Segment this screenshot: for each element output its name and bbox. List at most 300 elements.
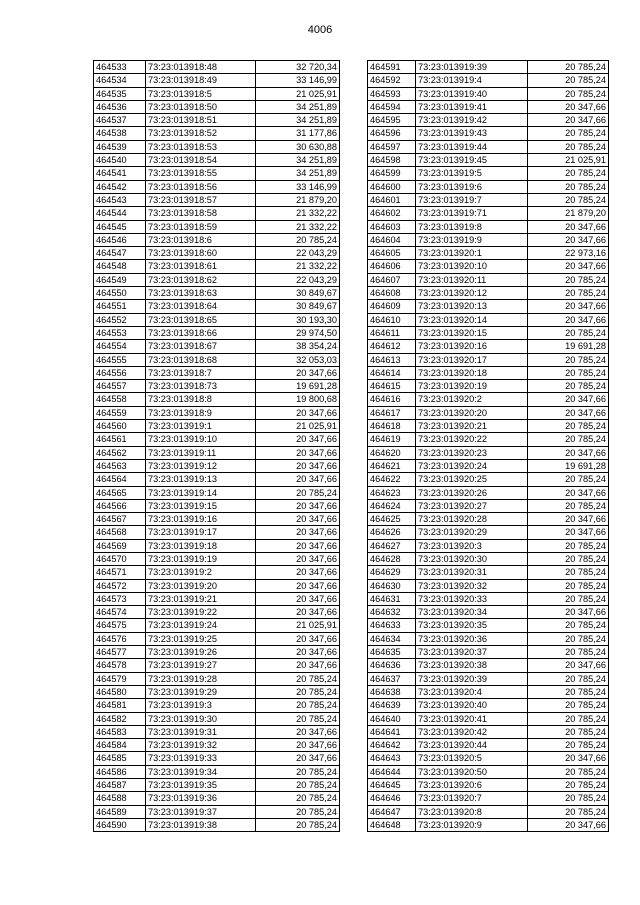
table-row: [368, 326, 609, 339]
table-row: [94, 353, 340, 366]
row-number-cell: 464538: [94, 127, 146, 140]
value-cell: 20 347,66: [256, 566, 340, 579]
table-row: [94, 74, 340, 87]
table-row: [368, 207, 609, 220]
row-number-cell: 464585: [94, 752, 146, 765]
value-cell: 33 146,99: [256, 74, 340, 87]
table-row: [94, 632, 340, 645]
row-number-cell: 464564: [94, 473, 146, 486]
row-number-cell: 464573: [94, 592, 146, 605]
row-number-cell: 464535: [94, 87, 146, 100]
cadastral-number-cell: 73:23:013918:55: [146, 167, 256, 180]
table-row: [368, 380, 609, 393]
value-cell: 20 347,66: [528, 313, 609, 326]
row-number-cell: 464609: [368, 300, 416, 313]
value-cell: 22 043,29: [256, 247, 340, 260]
value-cell: 20 785,24: [528, 539, 609, 552]
table-row: [368, 552, 609, 565]
table-row: [94, 140, 340, 153]
table-row: [94, 486, 340, 499]
row-number-cell: 464648: [368, 818, 416, 831]
row-number-cell: 464603: [368, 220, 416, 233]
table-row: [94, 220, 340, 233]
row-number-cell: 464612: [368, 340, 416, 353]
value-cell: 20 785,24: [528, 712, 609, 725]
row-number-cell: 464581: [94, 699, 146, 712]
value-cell: 20 347,66: [528, 659, 609, 672]
row-number-cell: 464641: [368, 725, 416, 738]
row-number-cell: 464619: [368, 433, 416, 446]
cadastral-number-cell: 73:23:013920:5: [416, 752, 528, 765]
row-number-cell: 464591: [368, 61, 416, 74]
table-row: [94, 499, 340, 512]
value-cell: 21 025,91: [256, 619, 340, 632]
value-cell: 20 347,66: [256, 539, 340, 552]
value-cell: 20 347,66: [256, 606, 340, 619]
table-row: [368, 579, 609, 592]
cadastral-number-cell: 73:23:013919:41: [416, 100, 528, 113]
cadastral-number-cell: 73:23:013919:39: [416, 61, 528, 74]
value-cell: 20 785,24: [528, 699, 609, 712]
row-number-cell: 464621: [368, 459, 416, 472]
cadastral-number-cell: 73:23:013920:28: [416, 513, 528, 526]
value-cell: 19 691,28: [528, 459, 609, 472]
cadastral-number-cell: 73:23:013919:14: [146, 486, 256, 499]
value-cell: 20 347,66: [256, 592, 340, 605]
table-row: [94, 739, 340, 752]
table-row: [368, 114, 609, 127]
table-row: [368, 366, 609, 379]
table-row: [368, 765, 609, 778]
value-cell: 30 630,88: [256, 140, 340, 153]
value-cell: 34 251,89: [256, 100, 340, 113]
table-row: [368, 459, 609, 472]
table-row: [94, 712, 340, 725]
table-row: [94, 287, 340, 300]
cadastral-number-cell: 73:23:013920:7: [416, 792, 528, 805]
cadastral-number-cell: 73:23:013920:32: [416, 579, 528, 592]
table-row: [368, 685, 609, 698]
page-number: 4006: [307, 24, 333, 36]
table-row: [94, 87, 340, 100]
value-cell: 20 785,24: [528, 193, 609, 206]
value-cell: 20 347,66: [256, 659, 340, 672]
row-number-cell: 464561: [94, 433, 146, 446]
table-row: [368, 340, 609, 353]
row-number-cell: 464574: [94, 606, 146, 619]
value-cell: 20 347,66: [528, 114, 609, 127]
value-cell: 29 974,50: [256, 326, 340, 339]
table-row: [94, 619, 340, 632]
table-row: [368, 406, 609, 419]
table-row: [94, 300, 340, 313]
row-number-cell: 464618: [368, 420, 416, 433]
cadastral-number-cell: 73:23:013919:21: [146, 592, 256, 605]
row-number-cell: 464613: [368, 353, 416, 366]
table-row: [368, 725, 609, 738]
cadastral-number-cell: 73:23:013918:7: [146, 366, 256, 379]
value-cell: 30 193,30: [256, 313, 340, 326]
row-number-cell: 464549: [94, 273, 146, 286]
row-number-cell: 464586: [94, 765, 146, 778]
table-row: [368, 300, 609, 313]
value-cell: 20 785,24: [256, 486, 340, 499]
cadastral-number-cell: 73:23:013920:16: [416, 340, 528, 353]
row-number-cell: 464540: [94, 154, 146, 167]
table-row: [94, 380, 340, 393]
value-cell: 21 025,91: [256, 87, 340, 100]
row-number-cell: 464556: [94, 366, 146, 379]
row-number-cell: 464553: [94, 326, 146, 339]
table-row: [94, 127, 340, 140]
cadastral-number-cell: 73:23:013919:32: [146, 739, 256, 752]
cadastral-number-cell: 73:23:013919:34: [146, 765, 256, 778]
table-row: [94, 433, 340, 446]
value-cell: 20 347,66: [528, 606, 609, 619]
row-number-cell: 464541: [94, 167, 146, 180]
value-cell: 20 347,66: [528, 818, 609, 831]
value-cell: 20 785,24: [528, 552, 609, 565]
row-number-cell: 464580: [94, 685, 146, 698]
cadastral-number-cell: 73:23:013919:44: [416, 140, 528, 153]
table-row: [368, 659, 609, 672]
row-number-cell: 464629: [368, 566, 416, 579]
cadastral-number-cell: 73:23:013919:16: [146, 513, 256, 526]
table-row: [94, 659, 340, 672]
value-cell: 34 251,89: [256, 167, 340, 180]
row-number-cell: 464615: [368, 380, 416, 393]
cadastral-number-cell: 73:23:013919:27: [146, 659, 256, 672]
cadastral-number-cell: 73:23:013920:9: [416, 818, 528, 831]
cadastral-number-cell: 73:23:013920:22: [416, 433, 528, 446]
table-row: [368, 353, 609, 366]
table-row: [368, 632, 609, 645]
row-number-cell: 464548: [94, 260, 146, 273]
value-cell: 20 347,66: [528, 233, 609, 246]
row-number-cell: 464593: [368, 87, 416, 100]
row-number-cell: 464616: [368, 393, 416, 406]
value-cell: 33 146,99: [256, 180, 340, 193]
table-row: [94, 459, 340, 472]
value-cell: 21 879,20: [256, 193, 340, 206]
value-cell: 20 347,66: [528, 486, 609, 499]
cadastral-number-cell: 73:23:013920:29: [416, 526, 528, 539]
row-number-cell: 464558: [94, 393, 146, 406]
table-row: [368, 74, 609, 87]
cadastral-number-cell: 73:23:013920:4: [416, 685, 528, 698]
row-number-cell: 464606: [368, 260, 416, 273]
cadastral-number-cell: 73:23:013920:18: [416, 366, 528, 379]
value-cell: 20 785,24: [528, 353, 609, 366]
cadastral-number-cell: 73:23:013918:53: [146, 140, 256, 153]
row-number-cell: 464624: [368, 499, 416, 512]
value-cell: 20 785,24: [528, 433, 609, 446]
table-row: [368, 499, 609, 512]
table-row: [94, 752, 340, 765]
value-cell: 20 785,24: [528, 127, 609, 140]
row-number-cell: 464594: [368, 100, 416, 113]
cadastral-number-cell: 73:23:013918:59: [146, 220, 256, 233]
value-cell: 20 347,66: [256, 526, 340, 539]
value-cell: 20 785,24: [528, 87, 609, 100]
cadastral-number-cell: 73:23:013920:38: [416, 659, 528, 672]
cadastral-number-cell: 73:23:013919:2: [146, 566, 256, 579]
row-number-cell: 464578: [94, 659, 146, 672]
table-row: [94, 646, 340, 659]
table-row: [94, 260, 340, 273]
row-number-cell: 464588: [94, 792, 146, 805]
cadastral-number-cell: 73:23:013918:56: [146, 180, 256, 193]
cadastral-number-cell: 73:23:013920:26: [416, 486, 528, 499]
value-cell: 20 785,24: [528, 61, 609, 74]
value-cell: 19 691,28: [256, 380, 340, 393]
value-cell: 20 785,24: [256, 792, 340, 805]
cadastral-number-cell: 73:23:013920:42: [416, 725, 528, 738]
table-row: [368, 127, 609, 140]
value-cell: 20 785,24: [256, 685, 340, 698]
row-number-cell: 464645: [368, 779, 416, 792]
value-cell: 20 785,24: [528, 180, 609, 193]
value-cell: 20 785,24: [528, 792, 609, 805]
value-cell: 20 785,24: [528, 685, 609, 698]
value-cell: 31 177,86: [256, 127, 340, 140]
table-row: [94, 366, 340, 379]
cadastral-number-cell: 73:23:013920:12: [416, 287, 528, 300]
row-number-cell: 464568: [94, 526, 146, 539]
table-row: [94, 420, 340, 433]
row-number-cell: 464552: [94, 313, 146, 326]
cadastral-number-cell: 73:23:013920:37: [416, 646, 528, 659]
cadastral-number-cell: 73:23:013920:31: [416, 566, 528, 579]
table-row: [94, 725, 340, 738]
table-row: [94, 273, 340, 286]
value-cell: 20 785,24: [528, 273, 609, 286]
value-cell: 34 251,89: [256, 154, 340, 167]
table-row: [368, 513, 609, 526]
table-row: [368, 619, 609, 632]
row-number-cell: 464626: [368, 526, 416, 539]
cadastral-number-cell: 73:23:013920:13: [416, 300, 528, 313]
row-number-cell: 464647: [368, 805, 416, 818]
value-cell: 20 347,66: [528, 406, 609, 419]
value-cell: 20 785,24: [528, 326, 609, 339]
row-number-cell: 464542: [94, 180, 146, 193]
cadastral-number-cell: 73:23:013918:64: [146, 300, 256, 313]
table-row: [368, 566, 609, 579]
cadastral-number-cell: 73:23:013918:48: [146, 61, 256, 74]
row-number-cell: 464550: [94, 287, 146, 300]
table-row: [94, 406, 340, 419]
table-row: [368, 739, 609, 752]
row-number-cell: 464570: [94, 552, 146, 565]
cadastral-number-cell: 73:23:013920:23: [416, 446, 528, 459]
table-row: [368, 100, 609, 113]
cadastral-number-cell: 73:23:013919:25: [146, 632, 256, 645]
value-cell: 20 347,66: [256, 406, 340, 419]
table-row: [94, 326, 340, 339]
table-row: [94, 167, 340, 180]
value-cell: 20 785,24: [528, 779, 609, 792]
row-number-cell: 464596: [368, 127, 416, 140]
value-cell: 20 347,66: [256, 433, 340, 446]
cadastral-number-cell: 73:23:013920:20: [416, 406, 528, 419]
table-row: [368, 752, 609, 765]
row-number-cell: 464631: [368, 592, 416, 605]
table-row: [94, 100, 340, 113]
cadastral-number-cell: 73:23:013919:10: [146, 433, 256, 446]
table-row: [368, 140, 609, 153]
table-row: [368, 792, 609, 805]
cadastral-number-cell: 73:23:013918:51: [146, 114, 256, 127]
table-row: [368, 473, 609, 486]
cadastral-number-cell: 73:23:013919:8: [416, 220, 528, 233]
value-cell: 20 785,24: [256, 818, 340, 831]
cadastral-number-cell: 73:23:013919:6: [416, 180, 528, 193]
cadastral-number-cell: 73:23:013918:73: [146, 380, 256, 393]
table-row: [94, 207, 340, 220]
value-cell: 20 347,66: [256, 725, 340, 738]
row-number-cell: 464565: [94, 486, 146, 499]
value-cell: 20 785,24: [528, 473, 609, 486]
row-number-cell: 464587: [94, 779, 146, 792]
cadastral-number-cell: 73:23:013919:37: [146, 805, 256, 818]
cadastral-number-cell: 73:23:013919:45: [416, 154, 528, 167]
row-number-cell: 464533: [94, 61, 146, 74]
value-cell: 20 347,66: [256, 739, 340, 752]
row-number-cell: 464546: [94, 233, 146, 246]
cadastral-number-cell: 73:23:013918:49: [146, 74, 256, 87]
value-cell: 19 691,28: [528, 340, 609, 353]
value-cell: 32 053,03: [256, 353, 340, 366]
row-number-cell: 464554: [94, 340, 146, 353]
cadastral-number-cell: 73:23:013920:24: [416, 459, 528, 472]
value-cell: 20 785,24: [528, 739, 609, 752]
table-row: [368, 672, 609, 685]
table-row: [94, 592, 340, 605]
cadastral-number-cell: 73:23:013920:15: [416, 326, 528, 339]
value-cell: 20 785,24: [528, 566, 609, 579]
cadastral-number-cell: 73:23:013920:11: [416, 273, 528, 286]
value-cell: 20 785,24: [256, 779, 340, 792]
cadastral-number-cell: 73:23:013920:8: [416, 805, 528, 818]
cadastral-number-cell: 73:23:013918:68: [146, 353, 256, 366]
cadastral-number-cell: 73:23:013919:33: [146, 752, 256, 765]
row-number-cell: 464597: [368, 140, 416, 153]
table-row: [368, 539, 609, 552]
row-number-cell: 464599: [368, 167, 416, 180]
table-row: [368, 180, 609, 193]
cadastral-number-cell: 73:23:013920:33: [416, 592, 528, 605]
cadastral-number-cell: 73:23:013919:12: [146, 459, 256, 472]
value-cell: 20 785,24: [528, 74, 609, 87]
cadastral-number-cell: 73:23:013920:44: [416, 739, 528, 752]
table-row: [94, 446, 340, 459]
row-number-cell: 464584: [94, 739, 146, 752]
value-cell: 20 785,24: [256, 712, 340, 725]
value-cell: 20 347,66: [528, 393, 609, 406]
cadastral-number-cell: 73:23:013920:40: [416, 699, 528, 712]
value-cell: 20 347,66: [528, 513, 609, 526]
row-number-cell: 464644: [368, 765, 416, 778]
row-number-cell: 464635: [368, 646, 416, 659]
row-number-cell: 464617: [368, 406, 416, 419]
value-cell: 30 849,67: [256, 300, 340, 313]
cadastral-number-cell: 73:23:013918:60: [146, 247, 256, 260]
cadastral-number-cell: 73:23:013918:67: [146, 340, 256, 353]
value-cell: 19 800,68: [256, 393, 340, 406]
value-cell: 20 347,66: [528, 100, 609, 113]
row-number-cell: 464534: [94, 74, 146, 87]
table-row: [368, 606, 609, 619]
row-number-cell: 464640: [368, 712, 416, 725]
cadastral-number-cell: 73:23:013918:50: [146, 100, 256, 113]
row-number-cell: 464592: [368, 74, 416, 87]
table-row: [94, 233, 340, 246]
cadastral-number-cell: 73:23:013919:18: [146, 539, 256, 552]
cadastral-number-cell: 73:23:013919:5: [416, 167, 528, 180]
row-number-cell: 464551: [94, 300, 146, 313]
row-number-cell: 464623: [368, 486, 416, 499]
cadastral-number-cell: 73:23:013919:22: [146, 606, 256, 619]
value-cell: 20 347,66: [256, 473, 340, 486]
table-row: [94, 340, 340, 353]
row-number-cell: 464560: [94, 420, 146, 433]
row-number-cell: 464569: [94, 539, 146, 552]
table-row: [368, 393, 609, 406]
value-cell: 21 332,22: [256, 260, 340, 273]
value-cell: 20 347,66: [528, 260, 609, 273]
value-cell: 20 347,66: [528, 526, 609, 539]
value-cell: 20 785,24: [256, 699, 340, 712]
row-number-cell: 464630: [368, 579, 416, 592]
row-number-cell: 464545: [94, 220, 146, 233]
cadastral-number-cell: 73:23:013919:24: [146, 619, 256, 632]
table-row: [94, 526, 340, 539]
row-number-cell: 464575: [94, 619, 146, 632]
value-cell: 20 785,24: [256, 765, 340, 778]
row-number-cell: 464595: [368, 114, 416, 127]
table-row: [368, 818, 609, 831]
cadastral-number-cell: 73:23:013919:4: [416, 74, 528, 87]
value-cell: 20 785,24: [528, 579, 609, 592]
row-number-cell: 464614: [368, 366, 416, 379]
value-cell: 20 347,66: [256, 459, 340, 472]
cadastral-number-cell: 73:23:013919:43: [416, 127, 528, 140]
value-cell: 20 347,66: [256, 752, 340, 765]
value-cell: 20 785,24: [528, 632, 609, 645]
cadastral-number-cell: 73:23:013920:36: [416, 632, 528, 645]
cadastral-number-cell: 73:23:013919:36: [146, 792, 256, 805]
table-row: [94, 154, 340, 167]
table-row: [94, 699, 340, 712]
cadastral-number-cell: 73:23:013918:65: [146, 313, 256, 326]
cadastral-number-cell: 73:23:013920:30: [416, 552, 528, 565]
cadastral-number-cell: 73:23:013919:11: [146, 446, 256, 459]
cadastral-number-cell: 73:23:013919:42: [416, 114, 528, 127]
row-number-cell: 464582: [94, 712, 146, 725]
row-number-cell: 464646: [368, 792, 416, 805]
row-number-cell: 464636: [368, 659, 416, 672]
row-number-cell: 464625: [368, 513, 416, 526]
value-cell: 20 785,24: [256, 233, 340, 246]
value-cell: 20 785,24: [528, 140, 609, 153]
value-cell: 21 332,22: [256, 220, 340, 233]
row-number-cell: 464562: [94, 446, 146, 459]
table-row: [94, 818, 340, 831]
table-row: [94, 606, 340, 619]
value-cell: 34 251,89: [256, 114, 340, 127]
row-number-cell: 464537: [94, 114, 146, 127]
